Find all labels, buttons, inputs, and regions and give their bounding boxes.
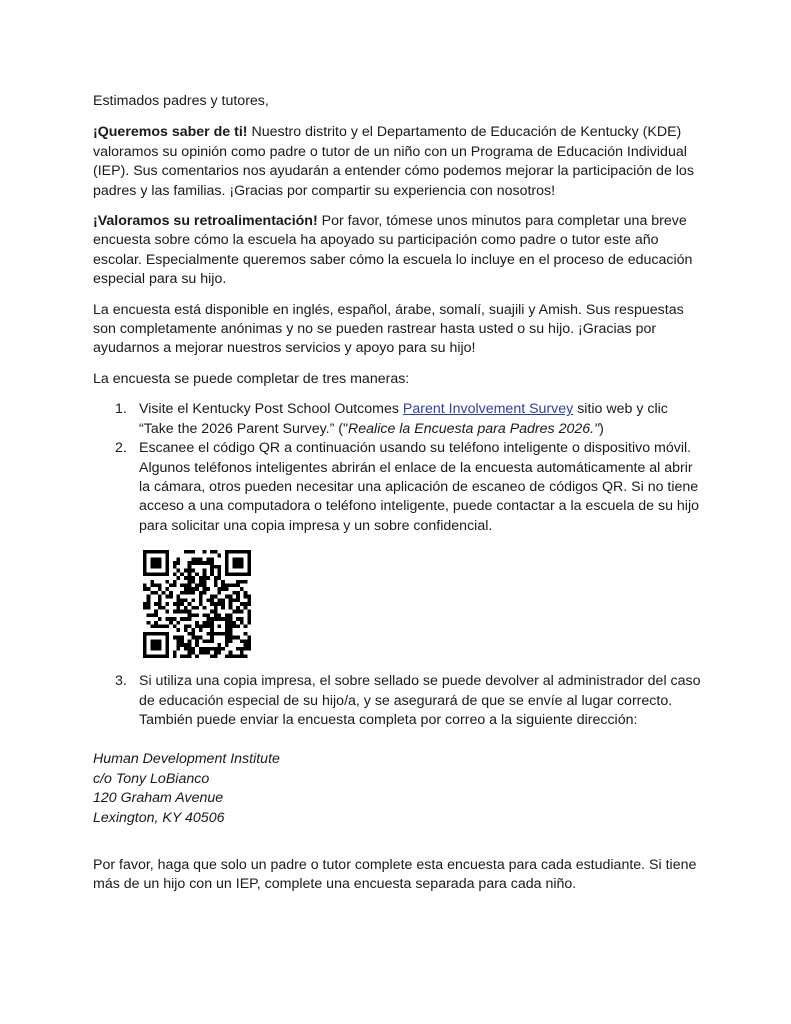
method-item-qr <box>115 439 703 658</box>
method-number: 2. <box>115 440 127 457</box>
address-line: Lexington, KY 40506 <box>93 809 225 826</box>
methods-list <box>93 400 703 730</box>
methods-intro: La encuesta se puede completar de tres maneras: <box>93 370 410 387</box>
method-number: 1. <box>115 401 127 418</box>
qr-code-icon[interactable] <box>143 550 251 658</box>
intro-text: Nuestro distrito y el Departamento de Educación de Kentucky (KDE) valoramos su opinión como padre o tutor de un niño con un Programa de Educación Individual (IEP). Sus comentarios nos ayudarán a entender cómo podemos mejorar la participación de los padres y las familias. ¡Gracias por compartir su experiencia con nosotros! <box>93 124 694 199</box>
address-line: Human Development Institute <box>93 751 280 768</box>
address-line: c/o Tony LoBianco <box>93 770 210 787</box>
method-item-website <box>115 400 703 439</box>
method-text: Escanee el código QR a continuación usando su teléfono inteligente o dispositivo móvil. Algunos teléfonos inteligentes abrirán el enlace de la encuesta automáticamente al abrir la cámara, otros pueden necesitar una aplicación de escaneo de códigos QR. Si no tiene acceso a una computadora o teléfono inteligente, puede contactar a la escuela de su hijo para solicitar una copia impresa y un sobre confidencial. <box>139 440 700 534</box>
feedback-text: Por favor, tómese unos minutos para completar una breve encuesta sobre cómo la escuela ha apoyado su participación como padre o tutor este año escolar. Especialmente queremos saber cómo la escuela lo incluye en el proceso de educación especial para su hijo. <box>93 213 693 288</box>
closing-paragraph: Por favor, haga que solo un padre o tutor complete esta encuesta para cada estudiante. Si tiene más de un hijo con un IEP, complete una encuesta separada para cada niño. <box>93 856 697 893</box>
address-line: 120 Graham Avenue <box>93 790 224 807</box>
method-text: Visite el Kentucky Post School Outcomes <box>139 401 403 418</box>
languages-paragraph: La encuesta está disponible en inglés, español, árabe, somalí, suajili y Amish. Sus respuestas son completamente anónimas y no se pueden rastrear hasta usted o su hijo. ¡Gracias por ayudarnos a mejorar nuestros servicios y apoyo para su hijo! <box>93 301 684 357</box>
parent-involvement-survey-link[interactable]: Parent Involvement Survey <box>402 401 574 418</box>
method-italic-text: Realice la Encuesta para Padres 2026." <box>348 420 600 437</box>
mailing-address <box>93 750 703 828</box>
intro-paragraph <box>93 123 703 201</box>
intro-heading: ¡Queremos saber de ti! <box>93 124 248 141</box>
method-text: Si utiliza una copia impresa, el sobre sellado se puede devolver al administrador del caso de educación especial de su hijo/a, y se asegurará de que se envíe al lugar correcto. También puede enviar la encuesta completa por correo a la siguiente dirección: <box>139 673 701 728</box>
greeting: Estimados padres y tutores, <box>93 93 269 109</box>
method-item-mail <box>115 672 703 730</box>
feedback-heading: ¡Valoramos su retroalimentación! <box>93 213 318 230</box>
method-text: sitio web y clic “Take the 2026 Parent Survey.” (" <box>139 401 668 437</box>
method-text: ) <box>599 420 604 437</box>
feedback-paragraph <box>93 212 703 290</box>
method-number: 3. <box>115 673 127 690</box>
qr-code-graphic <box>143 550 251 658</box>
